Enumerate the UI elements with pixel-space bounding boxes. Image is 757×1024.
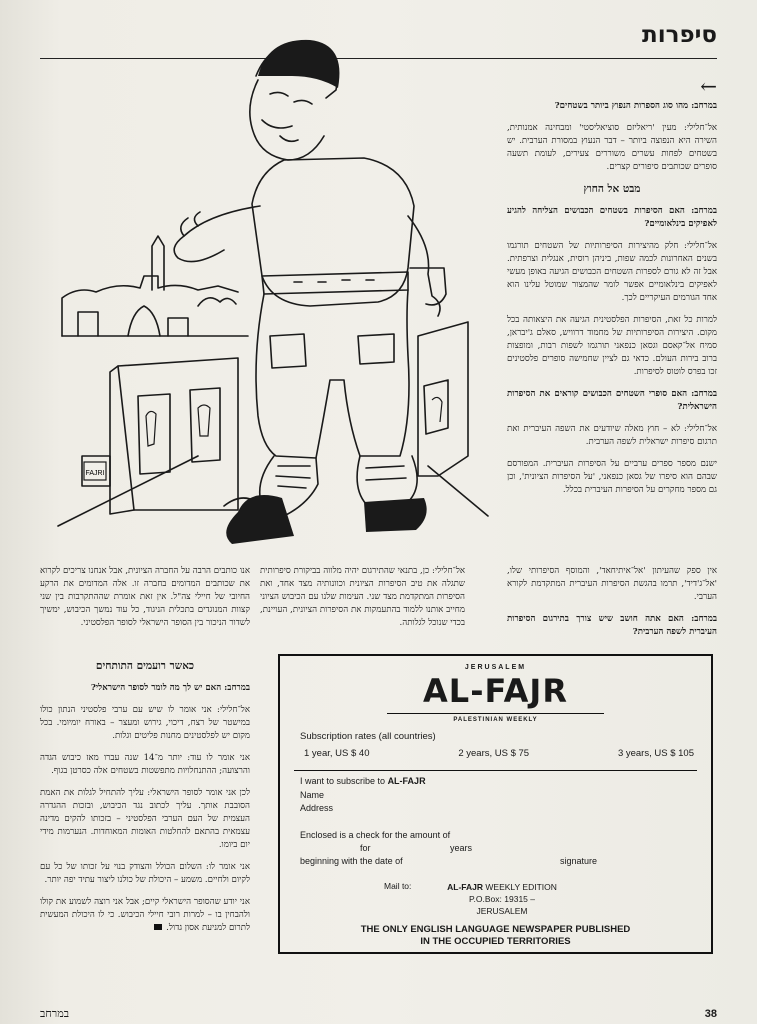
ad-logo-rule — [387, 713, 604, 714]
ad-city: JERUSALEM — [464, 664, 527, 671]
subscribe-prefix: I want to subscribe to — [300, 776, 386, 786]
answer-2: אל־חלילי: חלק מהיצירות הסיפרותיות של השטחים תורגמו בשנים האחרונות לכמה שפות, ביניהן רוסית, אנגלית וצרפתית. אבל זה לא גורם לספרות השטחים הכבושים הגיעה באופן מעשי לאפיקים בינלאומיים אפשר לומר שהמצור שמוטל עלינו הוא אחד הגורמים העיקריים לכך. — [507, 241, 717, 303]
interview-column-left — [40, 652, 250, 944]
rate-3-years: 3 years, US $ 105 — [617, 748, 694, 759]
page-number: 38 — [704, 1008, 717, 1020]
interview-column-bottom-right — [507, 565, 717, 648]
cartoon-illustration — [48, 36, 498, 546]
rate-2-years: 2 years, US $ 75 — [458, 748, 530, 759]
ad-separator — [294, 770, 697, 771]
interview-column-bottom-middle — [260, 565, 465, 639]
section-title: סיפרות — [642, 22, 717, 48]
ad-slogan-line-1: THE ONLY ENGLISH LANGUAGE NEWSPAPER PUBLISHED — [360, 924, 631, 935]
ad-rates-title: Subscription rates (all countries) — [300, 731, 436, 742]
answer-1: אל־חלילי: מעין 'ריאליזם סוציאליסטי' ומבחינה אמנותית, השירה היא הנפוצה ביותר – דבר הנעוץ במסורת הערבית. יש בשטחים לפחות עשרים משוררים צעירים, לעומת תשעה סופרים שכותבים סיפורים קצרים. — [507, 123, 717, 172]
address-label: Address — [300, 803, 334, 813]
mail-to-label: Mail to: — [384, 881, 412, 891]
mail-line-1-rest: WEEKLY EDITION — [485, 882, 557, 892]
question-4: במרחב: האם אתה חושב שיש צורך בתירגום הסיפרות העיברית לשפה הערבית? — [507, 614, 717, 637]
mail-address — [432, 881, 572, 917]
answer-4b: אנו כותבים הרבה על החברה הציונית, אבל אנחנו צריכים לקרוא את שכותבים המדומים בחברה זו. אלה המדומים את הרקע החיובי של חיילי צה"ל. אין זאת אומרת שההתקרבות בין שני קצוות המנוגדים בתכלית הניגוד, כל עוד נמשך הכיבוש, ימשיך לשדור הניכור בין הסופר הישראלי לסופר הפלסטיני. — [40, 566, 250, 628]
ad-slogan — [280, 924, 711, 948]
answer-5b: אני אומר לו עוד: יותר מ־14 שנה עברו מאז כיבוש הגדה והרצועה; ההתנחלויות מתפשטות בשטחים אלה כסרטן בגוף. — [40, 753, 250, 776]
question-3: במרחב: האם סופרי השטחים הכבושים קוראים את הסיפרות הישראלית? — [507, 389, 717, 412]
ad-tagline: PALESTINIAN WEEKLY — [453, 717, 538, 723]
ad-rates — [304, 748, 694, 759]
signature-label: signature — [560, 856, 598, 866]
for-label: for — [360, 843, 371, 853]
mail-line-1-bold: AL-FAJR — [447, 882, 484, 892]
ad-logo: AL-FAJR — [423, 672, 568, 710]
subheading-cannons: כאשר רועמים התותחים — [95, 660, 195, 672]
enclosed-label: Enclosed is a check for the amount of — [300, 830, 451, 840]
paragraph-ittihad: אין ספק שהעיתון 'אל־איתיחאד', והמוסף הסיפרותי שלו, 'אל־ג'דיד', תרמו בהגשת הסיפרות העיברית המתקדמת לקורא הערבי. — [507, 566, 717, 602]
answer-4: אל־חלילי: כן, בתנאי שהתירגום יהיה מלווה בביקורת סיפרותית שתגלה את טיב הסיפרות הציונית וכוונותיה מצד אחד, ואת הסיפרות המתקדמת מצד שני. העימות שלנו עם הכיבוש הציוני מחייב אותנו ללמוד בהתעמקות את הסיפרות הציונית, העויינת, בכדי שנוכל לגלותה. — [260, 566, 465, 628]
rate-1-year: 1 year, US $ 40 — [304, 748, 370, 759]
ad-slogan-line-2: IN THE OCCUPIED TERRITORIES — [420, 936, 571, 947]
answer-5e: אני יודע שהסופר הישראלי קיים; אבל אני רוצה לשמוע את קולו ולהבחין בו – למרות רובי חיילי הכיבוש. כי לו היכולת המעשית לתרום למניעת אסון גדול. — [40, 897, 250, 933]
answer-5: אל־חלילי: אני אומר לו שיש עם ערבי פלסטיני הנתון כולו במישטר של רצח, דיכוי, גירוש ומעצר – באורח יומיומי. בכל מקום יש לפלסטינים מחנות פליטים וגלות. — [40, 705, 250, 741]
end-mark-icon — [154, 924, 162, 930]
name-label: Name — [300, 790, 325, 800]
answer-5c: לכן אני אומר לסופר הישראלי: עליך להתחיל לגלות את האמת הסובבת אותך. עליך לכתוב נגד הכיבוש, ובזכות ההגדרה העצמית של העם הערבי הפלסטיני – בזכותו להקים מדינה עצמאית בהתאם להחלטות האומות המאוחדות. הנערמות מידי יום ביומו. — [40, 788, 250, 850]
answer-2b: למרות כל זאת, הסיפרות הפלסטינית הגיעה את היצאותה בכל מקום. היצירות הסיפרותיות של מחמוד דרוויש, סאלם ג'יבראן, סמיח אל־קאסם וגסאן כנפאני תורגמו לשפות רבות, ומופצות ברוב בירות העולם. כדאי גם לציין שחמישה סופרים פלסטינים זכו בפרס לוטוס לסיפרות. — [507, 315, 717, 377]
question-1: במרחב: מהו סוג הספרות הנפוץ ביותר בשטחים? — [554, 101, 717, 111]
subscribe-line — [300, 776, 426, 786]
interview-column-right — [507, 100, 717, 506]
cartoonist-signature: FAJRI — [85, 470, 105, 477]
answer-3: אל־חלילי: לא – חוץ מאלה שיודעים את השפה העיברית ואת תרגום סיפרות ישראלית לשפה הערבית. — [507, 424, 717, 447]
subscribe-name: AL-FAJR — [387, 776, 426, 786]
answer-3b: ישנם מספר ספרים ערביים על הסיפרות העיברית. המפורסם שבהם הוא סיפרו של גסאן כנפאני, 'על הסיפרות הציונית', וכן גם מספר מחקרים על הסיפרות העיברית בכלל. — [507, 459, 717, 495]
dome — [128, 306, 160, 336]
beginning-label: beginning with the date of — [300, 856, 403, 866]
mail-line-3: JERUSALEM — [476, 906, 528, 916]
subheading-outlook: מבט אל החוץ — [583, 183, 641, 195]
answer-5d: אני אומר לו: השלום הכולל והצודק בנוי על זכותו של כל עם לקיום ולחיים. משמע – היכולת של כולנו ליצור עתיד יפה יותר. — [40, 862, 250, 885]
interview-column-bottom-left — [40, 565, 250, 639]
magazine-name: במרחב — [40, 1007, 70, 1020]
mail-line-2: P.O.Box: 19315 – — [468, 894, 535, 904]
arrow-icon: ← — [700, 74, 717, 98]
years-label: years — [450, 843, 473, 853]
question-5: במרחב: האם יש לך מה לומר לסופר הישראלי? — [90, 683, 250, 693]
al-fajr-subscription-ad — [278, 654, 713, 954]
question-2: במרחב: האם הסיפרות בשטחים הכבושים הצליחה להגיע לאפיקים בינלאומיים? — [507, 206, 717, 229]
